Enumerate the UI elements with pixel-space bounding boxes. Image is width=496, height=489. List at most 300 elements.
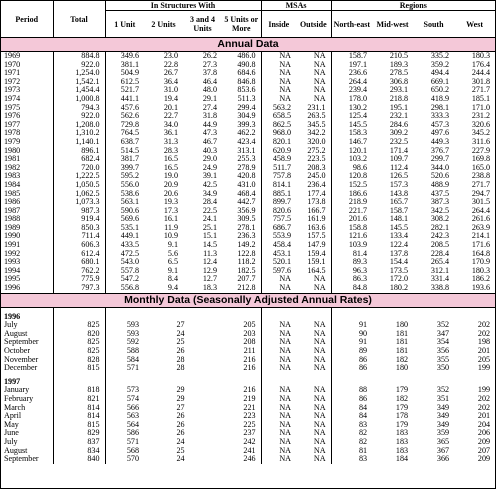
row-value: NA xyxy=(313,320,326,330)
row-value: 204 xyxy=(477,419,491,429)
row-value: 182 xyxy=(395,354,409,364)
row-value: 350 xyxy=(436,363,450,373)
row-value: 563.1 xyxy=(105,198,144,207)
row-value: 202 xyxy=(477,320,491,330)
row-value: 320.6 xyxy=(471,119,491,129)
empty-cell xyxy=(183,313,222,322)
row-value: 282.1 xyxy=(430,222,450,232)
row-value: 28.3 xyxy=(163,145,178,155)
row-value: 26 xyxy=(176,419,185,429)
row-value: 20.9 xyxy=(163,179,178,189)
row-value: NA xyxy=(313,283,326,293)
table-row xyxy=(1,364,495,373)
row-value: 922.0 xyxy=(53,112,105,121)
row-value: NA xyxy=(313,363,326,373)
annual-data-title: Annual Data xyxy=(1,38,495,52)
row-value: NA xyxy=(261,321,296,330)
row-value: 359 xyxy=(436,428,450,438)
row-value: 278.9 xyxy=(237,162,256,172)
row-value: 846.8 xyxy=(237,76,256,86)
row-value: 338.8 xyxy=(430,283,450,293)
row-value: 28.4 xyxy=(202,197,217,207)
row-value: 31.0 xyxy=(163,85,178,95)
row-value: NA xyxy=(261,95,296,104)
row-value: 84 xyxy=(331,412,372,421)
monthly-data-rows xyxy=(1,307,495,464)
row-value: 42.5 xyxy=(202,179,217,189)
row-value: 26.7 xyxy=(163,68,178,78)
header-msas: MSAs xyxy=(261,1,331,11)
row-period: 1993 xyxy=(4,257,21,267)
row-value: 352 xyxy=(436,385,450,395)
row-value: 24.1 xyxy=(202,214,217,224)
row-value: 25 xyxy=(176,445,185,455)
row-value: NA xyxy=(313,93,326,103)
row-value: 180.3 xyxy=(471,265,491,275)
header-south: South xyxy=(413,11,454,38)
row-value: 16.5 xyxy=(163,162,178,172)
row-value: 218.8 xyxy=(389,93,409,103)
row-value: 29 xyxy=(176,393,185,403)
row-value: NA xyxy=(261,86,296,95)
row-value: NA xyxy=(313,337,326,347)
row-value: 592 xyxy=(105,338,144,347)
row-value: 472.5 xyxy=(105,250,144,259)
row-value: 202 xyxy=(477,402,491,412)
row-value: NA xyxy=(261,455,296,464)
row-value: 264.4 xyxy=(331,78,372,87)
row-period: 1989 xyxy=(4,222,21,232)
row-value: 349 xyxy=(436,402,450,412)
row-value: 566 xyxy=(105,404,144,413)
row-value: 120.1 xyxy=(331,147,372,156)
row-value: 16.1 xyxy=(163,214,178,224)
row-value: 130.2 xyxy=(331,104,372,113)
row-period: 1976 xyxy=(4,111,21,121)
row-value: 244.4 xyxy=(471,68,491,78)
row-value: 147.9 xyxy=(307,240,326,250)
row-value: 171.6 xyxy=(471,240,491,250)
row-value: 27 xyxy=(176,402,185,412)
row-value: 172.0 xyxy=(389,274,409,284)
row-value: 12.7 xyxy=(202,274,217,284)
row-value: 320.0 xyxy=(307,136,326,146)
row-value: NA xyxy=(313,51,326,60)
row-value: 11.3 xyxy=(203,248,217,258)
row-value: 757.5 xyxy=(261,215,296,224)
row-value: 720.0 xyxy=(53,164,105,173)
row-value: 355 xyxy=(436,354,450,364)
row-value: 143.8 xyxy=(389,188,409,198)
row-value: 232.1 xyxy=(389,111,409,121)
row-value: 431.0 xyxy=(237,179,256,189)
row-value: 345.2 xyxy=(471,128,491,138)
row-value: 137.8 xyxy=(389,248,409,258)
row-value: 922.0 xyxy=(53,61,105,70)
row-value: 193.6 xyxy=(471,283,491,293)
row-value: 31.3 xyxy=(163,136,178,146)
row-value: 98.6 xyxy=(331,164,372,173)
row-value: 185.1 xyxy=(471,93,491,103)
row-value: 794.3 xyxy=(53,104,105,113)
row-value: 9.4 xyxy=(167,283,178,293)
row-value: 46.7 xyxy=(202,136,217,146)
row-value: 606.3 xyxy=(53,241,105,250)
row-value: 490.8 xyxy=(237,59,256,69)
row-value: NA xyxy=(313,411,326,421)
row-value: 34.9 xyxy=(202,188,217,198)
row-value: 762.2 xyxy=(53,267,105,276)
row-value: NA xyxy=(313,274,326,284)
row-value: 349 xyxy=(436,411,450,421)
row-value: 236.6 xyxy=(331,69,372,78)
row-value: NA xyxy=(313,328,326,338)
row-value: 158.7 xyxy=(389,205,409,215)
row-value: 899.7 xyxy=(261,198,296,207)
row-value: 564 xyxy=(105,421,144,430)
row-value: 86 xyxy=(331,356,372,365)
row-value: 399.7 xyxy=(105,164,144,173)
row-period: August xyxy=(4,445,28,455)
row-period: November xyxy=(4,354,39,364)
row-value: 1,073.3 xyxy=(53,198,105,207)
row-value: 207.7 xyxy=(237,274,256,284)
row-value: 182.5 xyxy=(237,265,256,275)
row-value: 399.3 xyxy=(237,119,256,129)
row-value: 25.1 xyxy=(202,222,217,232)
row-value: 514.5 xyxy=(105,147,144,156)
row-value: NA xyxy=(313,68,326,78)
row-value: 563.2 xyxy=(261,104,296,113)
row-value: 271.7 xyxy=(471,179,491,189)
row-value: 182 xyxy=(395,393,409,403)
row-value: 711.4 xyxy=(53,232,105,241)
row-value: 612.5 xyxy=(105,78,144,87)
row-value: 820 xyxy=(53,330,105,339)
row-value: 571 xyxy=(105,364,144,373)
row-value: 387.3 xyxy=(430,197,450,207)
row-period: 1985 xyxy=(4,188,21,198)
row-value: 349.6 xyxy=(105,52,144,61)
row-value: 198 xyxy=(477,337,491,347)
row-value: 520.6 xyxy=(430,171,450,181)
row-value: 39.1 xyxy=(202,171,217,181)
row-value: 354 xyxy=(436,337,450,347)
row-value: 821 xyxy=(53,395,105,404)
header-in-structures: In Structures With xyxy=(105,1,261,11)
row-value: 199 xyxy=(477,363,491,373)
row-value: 814 xyxy=(53,404,105,413)
row-value: 180.3 xyxy=(471,51,491,60)
row-value: 885.1 xyxy=(261,190,296,199)
row-value: 420.8 xyxy=(237,171,256,181)
header-3-4-units: 3 and 4 Units xyxy=(183,11,222,38)
row-value: 82 xyxy=(331,429,372,438)
row-value: 797.3 xyxy=(53,284,105,293)
row-value: NA xyxy=(313,393,326,403)
row-value: 178 xyxy=(395,411,409,421)
row-value: 181 xyxy=(395,346,409,355)
row-value: 829 xyxy=(53,429,105,438)
row-period: 1971 xyxy=(4,68,21,78)
row-value: NA xyxy=(261,330,296,339)
row-value: 884.8 xyxy=(53,52,105,61)
row-value: 103.2 xyxy=(331,155,372,164)
row-value: 83 xyxy=(331,455,372,464)
row-value: 1,254.0 xyxy=(53,69,105,78)
row-value: 588 xyxy=(105,347,144,356)
row-value: 14.5 xyxy=(202,240,217,250)
row-value: 209 xyxy=(477,436,491,446)
row-value: 47.3 xyxy=(202,128,217,138)
row-value: 669.1 xyxy=(430,76,450,86)
row-value: 834 xyxy=(53,447,105,456)
row-value: NA xyxy=(313,85,326,95)
row-value: 511.7 xyxy=(261,164,296,173)
row-value: 201.6 xyxy=(331,215,372,224)
row-value: 163.6 xyxy=(307,222,326,232)
row-value: 219 xyxy=(243,393,256,403)
row-value: 216 xyxy=(243,385,256,395)
row-value: 367 xyxy=(436,445,450,455)
row-value: 183 xyxy=(395,428,409,438)
row-value: 44.9 xyxy=(202,119,217,129)
row-value: 91 xyxy=(331,338,372,347)
row-value: 199 xyxy=(477,385,491,395)
row-value: 242.3 xyxy=(430,231,450,241)
row-value: 263.9 xyxy=(471,222,491,232)
row-value: NA xyxy=(261,429,296,438)
row-value: 46.4 xyxy=(202,76,217,86)
row-period: 1994 xyxy=(4,265,21,275)
row-value: 91 xyxy=(331,321,372,330)
row-value: 638.7 xyxy=(105,138,144,147)
row-period: April xyxy=(4,411,22,421)
row-value: NA xyxy=(261,338,296,347)
row-period: June xyxy=(4,428,19,438)
monthly-data-title: Monthly Data (Seasonally Adjusted Annual Rates) xyxy=(1,293,495,307)
row-value: 183 xyxy=(395,445,409,455)
row-value: 186.2 xyxy=(471,274,491,284)
row-value: 825 xyxy=(53,338,105,347)
row-value: 449.3 xyxy=(430,136,450,146)
table-header xyxy=(1,1,495,38)
header-regions: Regions xyxy=(331,1,495,11)
row-period: 1992 xyxy=(4,248,21,258)
row-value: 449.1 xyxy=(105,232,144,241)
row-value: 29.1 xyxy=(202,93,217,103)
row-value: 511.3 xyxy=(237,93,256,103)
row-value: 81.4 xyxy=(331,250,372,259)
row-value: NA xyxy=(313,402,326,412)
row-value: 227.9 xyxy=(471,145,491,155)
row-period: July xyxy=(4,436,18,446)
row-value: 453.1 xyxy=(261,250,296,259)
row-value: 569.6 xyxy=(105,215,144,224)
table-row xyxy=(1,455,495,464)
row-period: January xyxy=(4,385,30,395)
row-value: 968.0 xyxy=(261,129,296,138)
row-value: 538.6 xyxy=(105,190,144,199)
row-value: 24 xyxy=(176,436,185,446)
row-value: 24 xyxy=(176,454,185,464)
row-value: 423.4 xyxy=(237,136,256,146)
row-value: 27 xyxy=(176,320,185,330)
header-west: West xyxy=(454,11,495,38)
row-value: 27.3 xyxy=(202,59,217,69)
row-period: 1974 xyxy=(4,93,21,103)
row-value: 22.7 xyxy=(163,111,178,121)
row-value: 557.8 xyxy=(105,267,144,276)
row-value: 620.9 xyxy=(261,147,296,156)
row-value: 818 xyxy=(53,386,105,395)
row-value: 593 xyxy=(105,330,144,339)
row-value: 284.6 xyxy=(389,119,409,129)
row-period: 1988 xyxy=(4,214,21,224)
row-value: 169.8 xyxy=(471,154,491,164)
row-value: 181 xyxy=(395,328,409,338)
row-value: 170.9 xyxy=(471,257,491,267)
row-value: 40.3 xyxy=(202,145,217,155)
row-value: 181 xyxy=(395,337,409,347)
row-value: 231.1 xyxy=(307,102,326,112)
row-value: 201 xyxy=(477,346,491,355)
row-value: 208.5 xyxy=(430,240,450,250)
row-value: 177.4 xyxy=(307,188,326,198)
header-outside: Outside xyxy=(296,11,331,38)
row-value: 120.8 xyxy=(331,172,372,181)
row-value: 301.8 xyxy=(471,76,491,86)
row-value: 313.1 xyxy=(237,145,256,155)
row-value: NA xyxy=(261,364,296,373)
row-value: 26 xyxy=(176,411,185,421)
year-label: 1996 xyxy=(4,311,21,321)
row-period: 1996 xyxy=(4,283,21,293)
row-value: NA xyxy=(261,356,296,365)
row-value: NA xyxy=(261,447,296,456)
row-value: 179 xyxy=(395,419,409,429)
year-label: 1997 xyxy=(4,376,21,386)
row-value: 12.4 xyxy=(202,257,217,267)
annual-data-rows xyxy=(1,52,495,294)
row-value: 441.1 xyxy=(105,95,144,104)
row-value: 757.8 xyxy=(261,172,296,181)
row-value: 458.9 xyxy=(261,155,296,164)
row-value: 202 xyxy=(477,393,491,403)
row-value: 418.9 xyxy=(430,93,450,103)
row-value: 173.5 xyxy=(389,265,409,275)
row-value: NA xyxy=(313,445,326,455)
row-value: 853.6 xyxy=(237,85,256,95)
row-value: 271.7 xyxy=(471,85,491,95)
row-period: 1980 xyxy=(4,145,21,155)
row-value: 571 xyxy=(105,438,144,447)
row-period: July xyxy=(4,320,18,330)
row-value: 1,140.1 xyxy=(53,138,105,147)
row-value: 308.2 xyxy=(430,214,450,224)
row-value: 27.4 xyxy=(202,102,217,112)
row-value: 682.4 xyxy=(53,155,105,164)
row-value: 159.4 xyxy=(307,248,326,258)
row-value: 207 xyxy=(477,445,491,455)
row-value: NA xyxy=(261,421,296,430)
row-value: 815 xyxy=(53,421,105,430)
header-1-unit: 1 Unit xyxy=(105,11,144,38)
row-value: 109.7 xyxy=(389,154,409,164)
row-value: 987.3 xyxy=(53,207,105,216)
row-value: 815 xyxy=(53,364,105,373)
row-value: 48.0 xyxy=(202,85,217,95)
row-period: December xyxy=(4,363,38,373)
row-period: 1975 xyxy=(4,102,21,112)
row-value: 184 xyxy=(395,454,409,464)
row-value: NA xyxy=(313,419,326,429)
row-value: 37.8 xyxy=(202,68,217,78)
row-period: 1973 xyxy=(4,85,21,95)
row-value: 179 xyxy=(395,402,409,412)
row-value: 122.8 xyxy=(237,248,256,258)
row-value: 86.3 xyxy=(331,275,372,284)
row-value: 231.2 xyxy=(471,111,491,121)
row-value: 164.5 xyxy=(307,265,326,275)
row-value: 84 xyxy=(331,404,372,413)
row-period: 1981 xyxy=(4,154,21,164)
row-value: 121.6 xyxy=(331,232,372,241)
row-value: 556.8 xyxy=(105,284,144,293)
row-value: 263.5 xyxy=(307,111,326,121)
row-value: 862.5 xyxy=(261,121,296,130)
row-value: 159.1 xyxy=(307,257,326,267)
row-value: 122.4 xyxy=(389,240,409,250)
row-value: 19.4 xyxy=(163,93,178,103)
row-value: NA xyxy=(261,284,296,293)
header-northeast: North-east xyxy=(331,11,372,38)
row-period: February xyxy=(4,393,34,403)
row-value: 197.1 xyxy=(331,61,372,70)
header-midwest: Mid-west xyxy=(372,11,413,38)
row-value: 236.4 xyxy=(307,179,326,189)
row-value: 237 xyxy=(243,428,256,438)
row-value: 22.5 xyxy=(202,205,217,215)
row-value: 24 xyxy=(176,328,185,338)
row-value: 345.5 xyxy=(307,119,326,129)
row-value: 775.9 xyxy=(53,275,105,284)
row-value: 342.2 xyxy=(307,128,326,138)
row-value: 680.1 xyxy=(53,258,105,267)
row-value: 458.4 xyxy=(261,241,296,250)
header-period: Period xyxy=(1,1,53,38)
row-value: 349 xyxy=(436,419,450,429)
header-2-units: 2 Units xyxy=(144,11,183,38)
row-value: 275.2 xyxy=(307,145,326,155)
row-value: 203 xyxy=(243,328,256,338)
row-value: 96.3 xyxy=(331,267,372,276)
row-value: 86 xyxy=(331,395,372,404)
row-period: September xyxy=(4,454,39,464)
row-value: 173.8 xyxy=(307,197,326,207)
row-value: 820.6 xyxy=(261,207,296,216)
row-value: 201 xyxy=(477,411,491,421)
row-period: 1970 xyxy=(4,59,21,69)
row-value: 278.1 xyxy=(237,222,256,232)
row-value: 171.0 xyxy=(471,102,491,112)
row-value: 919.4 xyxy=(53,215,105,224)
row-value: 301.5 xyxy=(471,197,491,207)
row-value: 24.9 xyxy=(202,162,217,172)
row-value: 89.3 xyxy=(331,258,372,267)
row-value: 10.9 xyxy=(163,231,178,241)
row-value: 462.2 xyxy=(237,128,256,138)
